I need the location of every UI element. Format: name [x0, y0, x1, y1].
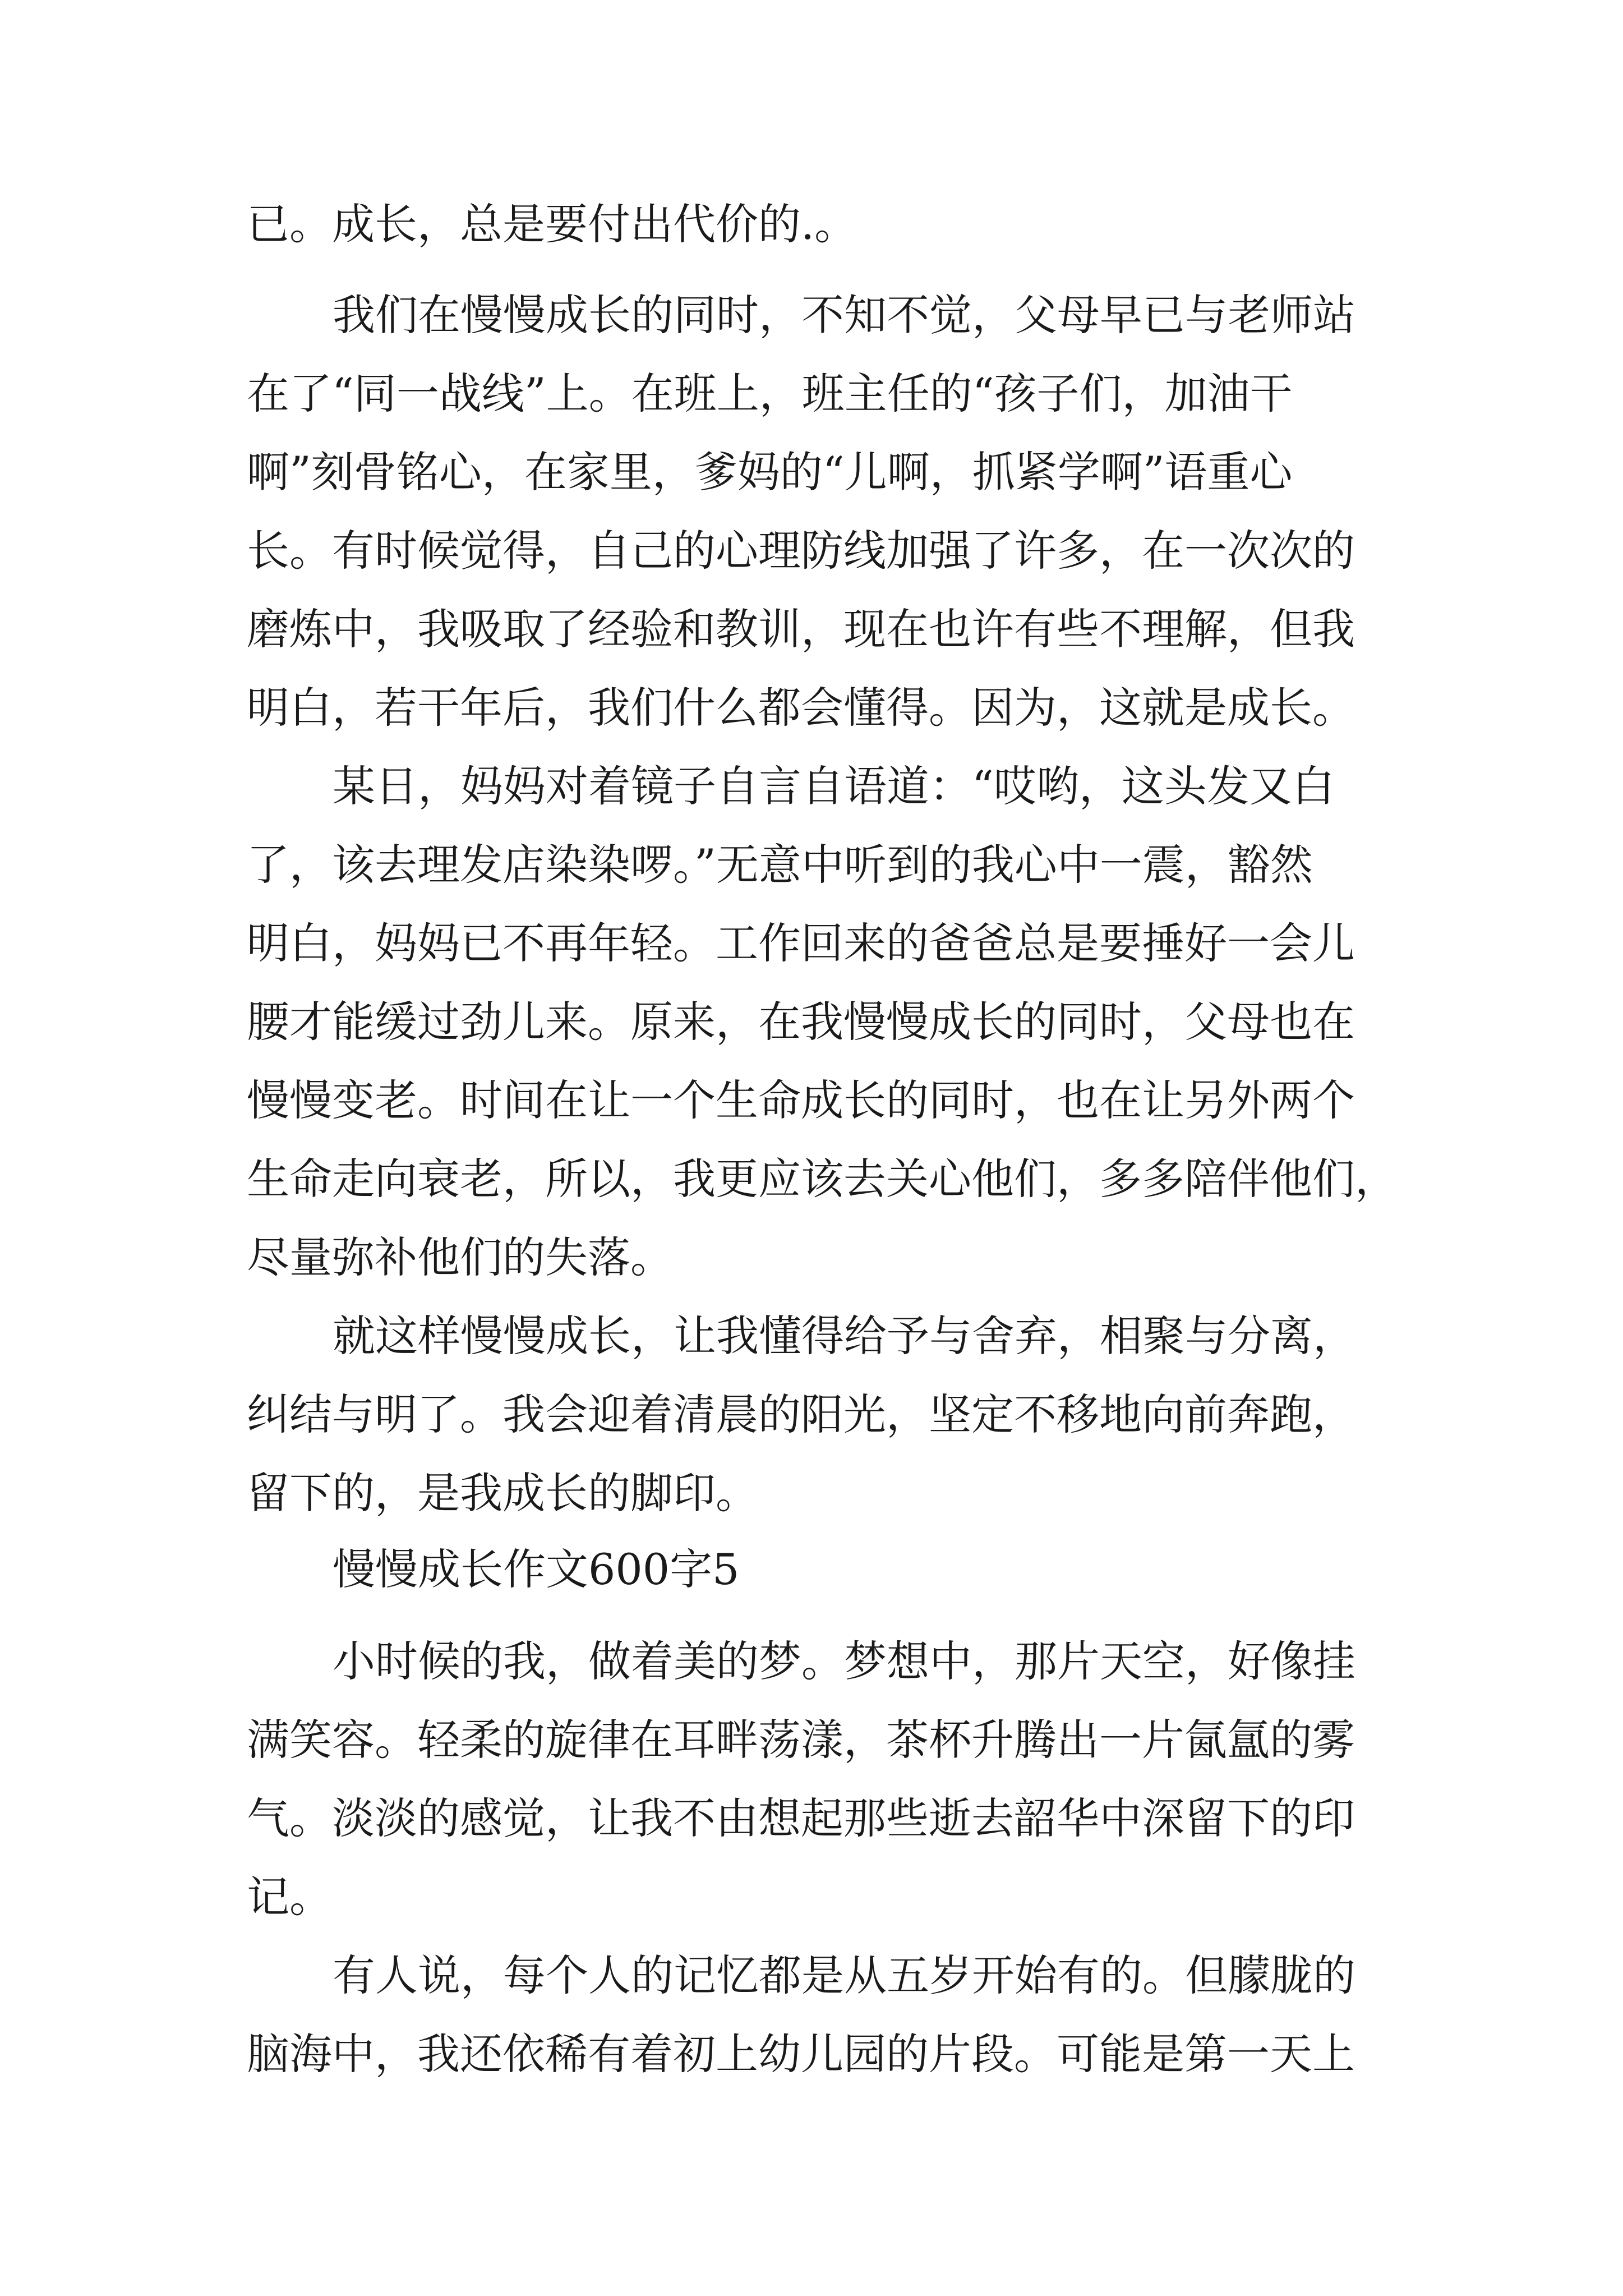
text-line: 满笑容。轻柔的旋律在耳畔荡漾，茶杯升腾出一片氤氲的雾 [247, 1715, 1355, 1765]
text-line: 明白，妈妈已不再年轻。工作回来的爸爸总是要捶好一会儿 [247, 918, 1355, 968]
text-line: 纠结与明了。我会迎着清晨的阳光，坚定不移地向前奔跑， [247, 1389, 1355, 1439]
text-line: 长。有时候觉得，自己的心理防线加强了许多，在一次次的 [247, 526, 1355, 576]
text-line: 磨炼中，我吸取了经验和教训，现在也许有些不理解，但我 [247, 604, 1355, 654]
text-line: 慢慢变老。时间在让一个生命成长的同时，也在让另外两个 [247, 1075, 1355, 1125]
paragraph-start-line: 某日，妈妈对着镜子自言自语道：“哎哟，这头发又白 [333, 761, 1335, 811]
text-line: 记。 [247, 1872, 332, 1922]
paragraph-start-line: 小时候的我，做着美的梦。梦想中，那片天空，好像挂 [333, 1636, 1355, 1686]
text-line: 生命走向衰老，所以，我更应该去关心他们，多多陪伴他们， [247, 1154, 1398, 1204]
text-line: 在了“同一战线”上。在班上，班主任的“孩子们，加油干 [247, 369, 1293, 418]
text-line: 脑海中，我还依稀有着初上幼儿园的片段。可能是第一天上 [247, 2029, 1355, 2079]
paragraph-start-line: 就这样慢慢成长，让我懂得给予与舍弃，相聚与分离， [333, 1311, 1355, 1361]
text-line: 了，该去理发店染染啰。”无意中听到的我心中一震，豁然 [247, 840, 1313, 890]
paragraph-start-line: 有人说，每个人的记忆都是从五岁开始有的。但朦胧的 [333, 1950, 1355, 2000]
text-line: 气。淡淡的感觉，让我不由想起那些逝去韶华中深留下的印 [247, 1793, 1355, 1843]
text-line: 腰才能缓过劲儿来。原来，在我慢慢成长的同时，父母也在 [247, 997, 1355, 1047]
text-line: 尽量弥补他们的失落。 [247, 1232, 673, 1282]
paragraph-start-line: 我们在慢慢成长的同时，不知不觉，父母早已与老师站 [333, 290, 1355, 340]
text-line: 明白，若干年后，我们什么都会懂得。因为，这就是成长。 [247, 683, 1355, 733]
text-line: 啊”刻骨铭心，在家里，爹妈的“儿啊，抓紧学啊”语重心 [247, 447, 1293, 497]
section-heading: 慢慢成长作文600字5 [333, 1544, 740, 1594]
text-line: 留下的，是我成长的脚印。 [247, 1468, 758, 1518]
text-line: 已。成长，总是要付出代价的.。 [247, 199, 857, 249]
